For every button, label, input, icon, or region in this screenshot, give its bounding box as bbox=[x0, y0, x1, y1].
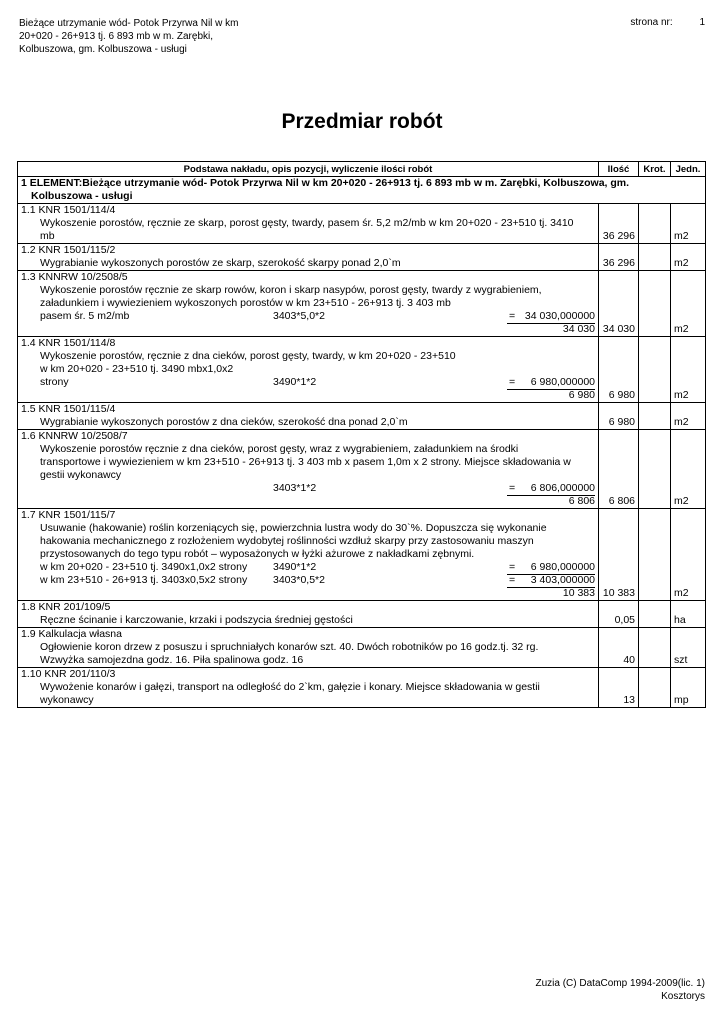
calc-equals: = bbox=[509, 561, 516, 573]
item-desc bbox=[18, 403, 599, 430]
item-desc bbox=[18, 601, 599, 628]
calc-expression: 3403*5,0*2 bbox=[273, 310, 325, 322]
item-desc bbox=[18, 244, 599, 271]
element-title bbox=[18, 177, 706, 204]
calc-line bbox=[21, 482, 595, 495]
item-text: Usuwanie (hakowanie) roślin korzeniących się, powierzchnia lustra wody do 30`%. Dopuszcza się wykonanie bbox=[40, 522, 547, 534]
page-number-block bbox=[630, 17, 705, 28]
footer-software: Zuzia (C) DataComp 1994-2009(lic. 1) bbox=[535, 978, 705, 989]
item-text: w km 20+020 - 23+510 tj. 3490 mbx1,0x2 bbox=[40, 363, 234, 375]
item-unit: szt bbox=[671, 628, 706, 668]
calc-line bbox=[21, 561, 595, 574]
item-text: gestii wykonawcy bbox=[40, 469, 122, 481]
item-text: wykonawcy bbox=[40, 694, 94, 706]
calc-line bbox=[21, 574, 595, 587]
calc-sum: 6 806 bbox=[568, 495, 595, 507]
item-code: 1.4 KNR 1501/114/8 bbox=[21, 337, 116, 349]
header-line-3: Kolbuszowa, gm. Kolbuszowa - usługi bbox=[19, 44, 187, 55]
item-unit: mp bbox=[671, 668, 706, 708]
calc-result: 6 980,000000 bbox=[507, 561, 595, 575]
header-unit: Jedn. bbox=[671, 162, 706, 177]
item-text: hakowania mechanicznego z rozłożeniem wydobytej roślinności wzdłuż skarpy przy zastosowaniu maszyn bbox=[40, 535, 534, 547]
item-krot bbox=[639, 509, 671, 601]
item-code: 1.8 KNR 201/109/5 bbox=[21, 601, 111, 613]
page-number: 1 bbox=[699, 17, 705, 28]
item-desc bbox=[18, 337, 599, 403]
item-krot bbox=[639, 601, 671, 628]
item-text: Ogłowienie koron drzew z posuszu i spruchniałych konarów szt. 40. Dwóch robotników po 16 godz.tj. 32 rg. bbox=[40, 641, 539, 653]
item-text: Wykoszenie porostów, ręcznie z dna cieków, porost gęsty, twardy, w km 20+020 - 23+510 bbox=[40, 350, 456, 362]
document-footer bbox=[535, 977, 705, 1003]
page-label: strona nr: bbox=[630, 17, 673, 28]
item-text: Wykoszenie porostów, ręcznie ze skarp, porost gęsty, twardy, pasem śr. 5,2 m2/mb w km 20+020 - 23+510 tj. 3410 bbox=[40, 217, 574, 229]
item-unit: m2 bbox=[671, 271, 706, 337]
header-krot: Krot. bbox=[639, 162, 671, 177]
table-row bbox=[18, 628, 706, 668]
estimate-table bbox=[17, 161, 706, 708]
calc-equals: = bbox=[509, 574, 516, 586]
item-krot bbox=[639, 628, 671, 668]
element-line-2: Kolbuszowa - usługi bbox=[31, 190, 133, 202]
item-krot bbox=[639, 668, 671, 708]
item-qty: 36 296 bbox=[599, 204, 639, 244]
item-qty: 34 030 bbox=[599, 271, 639, 337]
item-qty: 36 296 bbox=[599, 244, 639, 271]
item-krot bbox=[639, 403, 671, 430]
calc-label: strony bbox=[40, 376, 69, 388]
item-text: załadunkiem i wywiezieniem wykoszonych porostów w km 23+510 - 26+913 tj. 3 403 mb bbox=[40, 297, 451, 309]
calc-line bbox=[21, 376, 595, 389]
footer-doc-type: Kosztorys bbox=[661, 991, 705, 1002]
item-desc bbox=[18, 430, 599, 509]
item-code: 1.7 KNR 1501/115/7 bbox=[21, 509, 116, 521]
calc-equals: = bbox=[509, 310, 516, 322]
table-row bbox=[18, 601, 706, 628]
item-code: 1.5 KNR 1501/115/4 bbox=[21, 403, 116, 415]
item-krot bbox=[639, 271, 671, 337]
item-qty: 6 980 bbox=[599, 403, 639, 430]
table-row bbox=[18, 204, 706, 244]
table-header-row bbox=[18, 162, 706, 177]
table-row bbox=[18, 244, 706, 271]
element-line-1: 1 ELEMENT:Bieżące utrzymanie wód- Potok Przyrwa Nil w km 20+020 - 26+913 tj. 6 893 mb w m. Zarębki, Kolbuszowa, gm. bbox=[21, 177, 630, 189]
header-qty: Ilość bbox=[599, 162, 639, 177]
item-text: Wygrabianie wykoszonych porostów z dna cieków, szerokość dna ponad 2,0`m bbox=[40, 416, 408, 428]
calc-result: 34 030,000000 bbox=[507, 310, 595, 324]
item-qty: 40 bbox=[599, 628, 639, 668]
calc-label: pasem śr. 5 m2/mb bbox=[40, 310, 130, 322]
item-code: 1.6 KNNRW 10/2508/7 bbox=[21, 430, 128, 442]
item-qty: 6 806 bbox=[599, 430, 639, 509]
calc-sum: 34 030 bbox=[562, 323, 595, 335]
item-text: mb bbox=[40, 230, 55, 242]
item-desc bbox=[18, 204, 599, 244]
table-row bbox=[18, 509, 706, 601]
calc-label: w km 23+510 - 26+913 tj. 3403x0,5x2 strony bbox=[40, 574, 248, 586]
item-text: Wzwyżka samojezdna godz. 16. Piła spalinowa godz. 16 bbox=[40, 654, 304, 666]
item-krot bbox=[639, 204, 671, 244]
element-row bbox=[18, 177, 706, 204]
header-desc: Podstawa nakładu, opis pozycji, wyliczenie ilości robót bbox=[18, 162, 599, 177]
item-text: przystosowanych do tego typu robót – wyposażonych w łyżki ażurowe z nakładkami zębnymi. bbox=[40, 548, 475, 560]
item-unit: m2 bbox=[671, 430, 706, 509]
item-krot bbox=[639, 244, 671, 271]
table-row bbox=[18, 403, 706, 430]
calc-result: 6 806,000000 bbox=[507, 482, 595, 496]
calc-line bbox=[21, 310, 595, 323]
calc-equals: = bbox=[509, 376, 516, 388]
item-krot bbox=[639, 337, 671, 403]
item-text: transportowe i wywiezieniem w km 23+510 - 26+913 tj. 3 403 mb x pasem 1,0m x 2 strony. Miejsce składowania w bbox=[40, 456, 571, 468]
header-line-1: Bieżące utrzymanie wód- Potok Przyrwa Nil w km bbox=[19, 18, 239, 29]
page-title: Przedmiar robót bbox=[281, 110, 443, 133]
item-code: 1.2 KNR 1501/115/2 bbox=[21, 244, 116, 256]
item-code: 1.3 KNNRW 10/2508/5 bbox=[21, 271, 128, 283]
item-krot bbox=[639, 430, 671, 509]
item-unit: m2 bbox=[671, 337, 706, 403]
item-desc bbox=[18, 628, 599, 668]
item-text: Wygrabianie wykoszonych porostów ze skarp, szerokość skarpy ponad 2,0`m bbox=[40, 257, 401, 269]
table-row bbox=[18, 337, 706, 403]
item-text: Wykoszenie porostów ręcznie ze skarp rowów, koron i skarp nasypów, porost gęsty, twardy z wygrabieniem, bbox=[40, 284, 542, 296]
item-code: 1.10 KNR 201/110/3 bbox=[21, 668, 116, 680]
item-text: Wykoszenie porostów ręcznie z dna cieków, porost gęsty, wraz z wygrabieniem, załadunkiem na środki bbox=[40, 443, 519, 455]
header-line-2: 20+020 - 26+913 tj. 6 893 mb w m. Zarębki, bbox=[19, 31, 213, 42]
calc-result: 6 980,000000 bbox=[507, 376, 595, 390]
item-code: 1.9 Kalkulacja własna bbox=[21, 628, 122, 640]
calc-label: w km 20+020 - 23+510 tj. 3490x1,0x2 strony bbox=[40, 561, 248, 573]
item-desc bbox=[18, 509, 599, 601]
item-qty: 6 980 bbox=[599, 337, 639, 403]
item-qty: 10 383 bbox=[599, 509, 639, 601]
calc-expression: 3490*1*2 bbox=[273, 376, 317, 388]
calc-expression: 3403*0,5*2 bbox=[273, 574, 325, 586]
calc-sum: 10 383 bbox=[562, 587, 595, 599]
calc-expression: 3403*1*2 bbox=[273, 482, 317, 494]
item-qty: 13 bbox=[599, 668, 639, 708]
calc-result: 3 403,000000 bbox=[507, 574, 595, 588]
table-row bbox=[18, 668, 706, 708]
calc-expression: 3490*1*2 bbox=[273, 561, 317, 573]
item-text: Wywożenie konarów i gałęzi, transport na odległość do 2`km, gałęzie i konary. Miejsce składowania w gestii bbox=[40, 681, 540, 693]
calc-sum: 6 980 bbox=[568, 389, 595, 401]
document-header bbox=[19, 17, 239, 56]
item-unit: m2 bbox=[671, 509, 706, 601]
item-qty: 0,05 bbox=[599, 601, 639, 628]
item-desc bbox=[18, 271, 599, 337]
item-desc bbox=[18, 668, 599, 708]
calc-equals: = bbox=[509, 482, 516, 494]
item-unit: m2 bbox=[671, 403, 706, 430]
item-unit: m2 bbox=[671, 244, 706, 271]
item-unit: ha bbox=[671, 601, 706, 628]
item-unit: m2 bbox=[671, 204, 706, 244]
table-row bbox=[18, 430, 706, 509]
table-row bbox=[18, 271, 706, 337]
item-code: 1.1 KNR 1501/114/4 bbox=[21, 204, 116, 216]
item-text: Ręczne ścinanie i karczowanie, krzaki i podszycia średniej gęstości bbox=[40, 614, 353, 626]
